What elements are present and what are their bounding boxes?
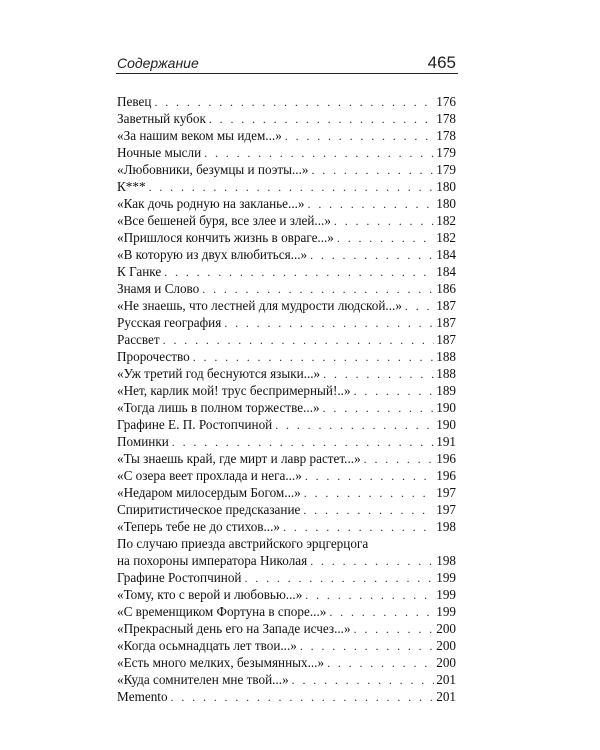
toc-entry-title: «Прекрасный день его на Западе исчез...» xyxy=(117,621,351,636)
toc-entry-page: 187 xyxy=(436,298,456,313)
toc-entry-title: «Не знаешь, что лестней для мудрости людской...» xyxy=(117,298,402,313)
toc-entry-title: Ночные мысли xyxy=(117,145,202,160)
toc-entry-page: 189 xyxy=(436,383,456,398)
toc-entry-page: 178 xyxy=(436,111,456,126)
toc-entry-title: Русская география xyxy=(117,315,222,330)
toc-entry-title: Графине Ростопчиной xyxy=(117,570,242,585)
dot-leader xyxy=(193,349,435,365)
toc-entry xyxy=(117,671,456,688)
toc-entry xyxy=(117,450,456,467)
toc-entry-title: «С временщиком Фортуна в споре...» xyxy=(117,604,327,619)
toc-entry-title: Заветный кубок xyxy=(117,111,206,126)
toc-entry xyxy=(117,518,456,535)
toc-entry xyxy=(117,348,456,365)
toc-entry-title: К*** xyxy=(117,179,146,194)
toc-entry xyxy=(117,688,456,705)
toc-entry-page: 188 xyxy=(436,366,456,381)
dot-leader xyxy=(163,332,435,348)
toc-entry-title: К Ганке xyxy=(117,264,162,279)
toc-entry-page: 198 xyxy=(436,553,456,568)
toc-entry-page: 196 xyxy=(436,451,456,466)
toc-entry-title-line1: По случаю приезда австрийского эрцгерцога xyxy=(117,536,369,551)
running-header xyxy=(117,55,456,75)
toc-entry-page: 199 xyxy=(436,587,456,602)
dot-leader xyxy=(364,451,435,467)
toc-entry-title: Memento xyxy=(117,689,168,704)
toc-entry-page: 197 xyxy=(436,502,456,517)
dot-leader xyxy=(308,196,435,212)
toc-entry-title: «С озера веет прохлада и нега...» xyxy=(117,468,302,483)
toc-entry xyxy=(117,229,456,246)
toc-entry xyxy=(117,280,456,297)
dot-leader xyxy=(202,281,434,297)
toc-entry-title: Пророчество xyxy=(117,349,190,364)
dot-leader xyxy=(323,400,435,416)
dot-leader xyxy=(312,162,435,178)
toc-entry-page: 186 xyxy=(436,281,456,296)
dot-leader xyxy=(300,638,434,654)
toc-entry xyxy=(117,586,456,603)
toc-entry xyxy=(117,263,456,280)
toc-entry xyxy=(117,620,456,637)
toc-entry-page: 188 xyxy=(436,349,456,364)
toc-entry-title: «Теперь тебе не до стихов...» xyxy=(117,519,280,534)
dot-leader xyxy=(303,502,434,518)
dot-leader xyxy=(204,145,434,161)
dot-leader xyxy=(244,570,434,586)
dot-leader xyxy=(224,315,434,331)
dot-leader xyxy=(405,298,434,314)
toc-entry-title: Спиритистическое предсказание xyxy=(117,502,301,517)
toc-entry xyxy=(117,433,456,450)
toc-entry-page: 200 xyxy=(436,621,456,636)
toc-entry xyxy=(117,161,456,178)
toc-entry-page: 179 xyxy=(436,162,456,177)
toc-entry xyxy=(117,195,456,212)
toc-entry-title: «Любовники, безумцы и поэты...» xyxy=(117,162,309,177)
toc-entry-title: «Как дочь родную на закланье...» xyxy=(117,196,305,211)
toc-entry-page: 196 xyxy=(436,468,456,483)
toc-entry xyxy=(117,314,456,331)
dot-leader xyxy=(171,689,435,705)
toc-entry-title: Поминки xyxy=(117,434,169,449)
toc-entry-title: «Тогда лишь в полном торжестве...» xyxy=(117,400,320,415)
toc-entry xyxy=(117,331,456,348)
toc-entry-title: «Ты знаешь край, где мирт и лавр растет...» xyxy=(117,451,361,466)
dot-leader xyxy=(334,213,434,229)
dot-leader xyxy=(209,111,434,127)
dot-leader xyxy=(305,468,434,484)
toc-entry-title: на похороны императора Николая xyxy=(117,553,308,568)
toc-entry xyxy=(117,127,456,144)
toc-entry-page: 190 xyxy=(436,417,456,432)
toc-entry-page: 187 xyxy=(436,315,456,330)
toc-entry xyxy=(117,603,456,620)
dot-leader xyxy=(285,128,434,144)
toc-entry-title: «Есть много мелких, безымянных...» xyxy=(117,655,325,670)
dot-leader xyxy=(292,672,435,688)
toc-entry-page: 199 xyxy=(436,604,456,619)
toc-entry-page: 184 xyxy=(436,247,456,262)
toc-entry xyxy=(117,365,456,382)
toc-entry xyxy=(117,416,456,433)
table-of-contents xyxy=(117,93,456,705)
running-header-title: Содержание xyxy=(117,55,199,71)
toc-entry-title: «Все бешеней буря, все злее и злей...» xyxy=(117,213,331,228)
toc-entry-page: 190 xyxy=(436,400,456,415)
toc-entry-title: «Недаром милосердым Богом...» xyxy=(117,485,301,500)
toc-entry-title: «Нет, карлик мой! трус беспримерный!..» xyxy=(117,383,351,398)
toc-entry xyxy=(117,484,456,501)
dot-leader xyxy=(283,519,434,535)
toc-entry-page: 201 xyxy=(436,672,456,687)
toc-entry-page: 200 xyxy=(436,638,456,653)
toc-entry xyxy=(117,467,456,484)
toc-entry-title: «Тому, кто с верой и любовью...» xyxy=(117,587,303,602)
toc-entry-page: 201 xyxy=(436,689,456,704)
dot-leader xyxy=(304,485,434,501)
toc-entry-page: 180 xyxy=(436,179,456,194)
dot-leader xyxy=(354,621,435,637)
toc-entry-page: 199 xyxy=(436,570,456,585)
toc-entry-page: 184 xyxy=(436,264,456,279)
dot-leader xyxy=(275,417,434,433)
toc-entry-page: 178 xyxy=(436,128,456,143)
dot-leader xyxy=(172,434,434,450)
dot-leader xyxy=(310,553,434,569)
dot-leader xyxy=(305,587,434,603)
dot-leader xyxy=(164,264,434,280)
dot-leader xyxy=(323,366,434,382)
toc-entry xyxy=(117,110,456,127)
toc-entry xyxy=(117,637,456,654)
dot-leader xyxy=(337,230,434,246)
toc-entry xyxy=(117,178,456,195)
toc-entry xyxy=(117,552,456,569)
toc-entry xyxy=(117,654,456,671)
toc-entry xyxy=(117,297,456,314)
toc-entry xyxy=(117,569,456,586)
dot-leader xyxy=(149,179,435,195)
dot-leader xyxy=(154,94,434,110)
toc-entry-page: 187 xyxy=(436,332,456,347)
page-number: 465 xyxy=(427,53,456,72)
toc-entry xyxy=(117,144,456,161)
toc-entry-title: «В которую из двух влюбиться...» xyxy=(117,247,308,262)
toc-entry-first-line xyxy=(117,535,456,552)
toc-entry-title: «Куда сомнителен мне твой...» xyxy=(117,672,289,687)
dot-leader xyxy=(354,383,435,399)
toc-entry-title: «Когда осьмнадцать лет твои...» xyxy=(117,638,297,653)
dot-leader xyxy=(327,655,434,671)
toc-entry-title: «За нашим веком мы идем...» xyxy=(117,128,282,143)
toc-entry-page: 197 xyxy=(436,485,456,500)
toc-entry-title: «Уж третий год беснуются языки...» xyxy=(117,366,321,381)
toc-entry-title: Знамя и Слово xyxy=(117,281,200,296)
toc-entry-page: 182 xyxy=(436,213,456,228)
dot-leader xyxy=(329,604,434,620)
toc-entry xyxy=(117,382,456,399)
toc-entry-title: Рассвет xyxy=(117,332,160,347)
toc-entry-page: 180 xyxy=(436,196,456,211)
toc-entry-title: Графине Е. П. Ростопчиной xyxy=(117,417,273,432)
toc-entry-page: 176 xyxy=(436,94,456,109)
toc-entry-page: 182 xyxy=(436,230,456,245)
dot-leader xyxy=(310,247,434,263)
toc-entry xyxy=(117,399,456,416)
header-rule xyxy=(116,73,458,74)
toc-entry xyxy=(117,212,456,229)
toc-entry xyxy=(117,93,456,110)
toc-entry-page: 179 xyxy=(436,145,456,160)
toc-entry-page: 200 xyxy=(436,655,456,670)
toc-entry-title: Певец xyxy=(117,94,152,109)
toc-entry-page: 191 xyxy=(436,434,456,449)
toc-entry xyxy=(117,246,456,263)
toc-entry-title: «Пришлося кончить жизнь в овраге...» xyxy=(117,230,334,245)
toc-entry-page: 198 xyxy=(436,519,456,534)
toc-entry xyxy=(117,501,456,518)
